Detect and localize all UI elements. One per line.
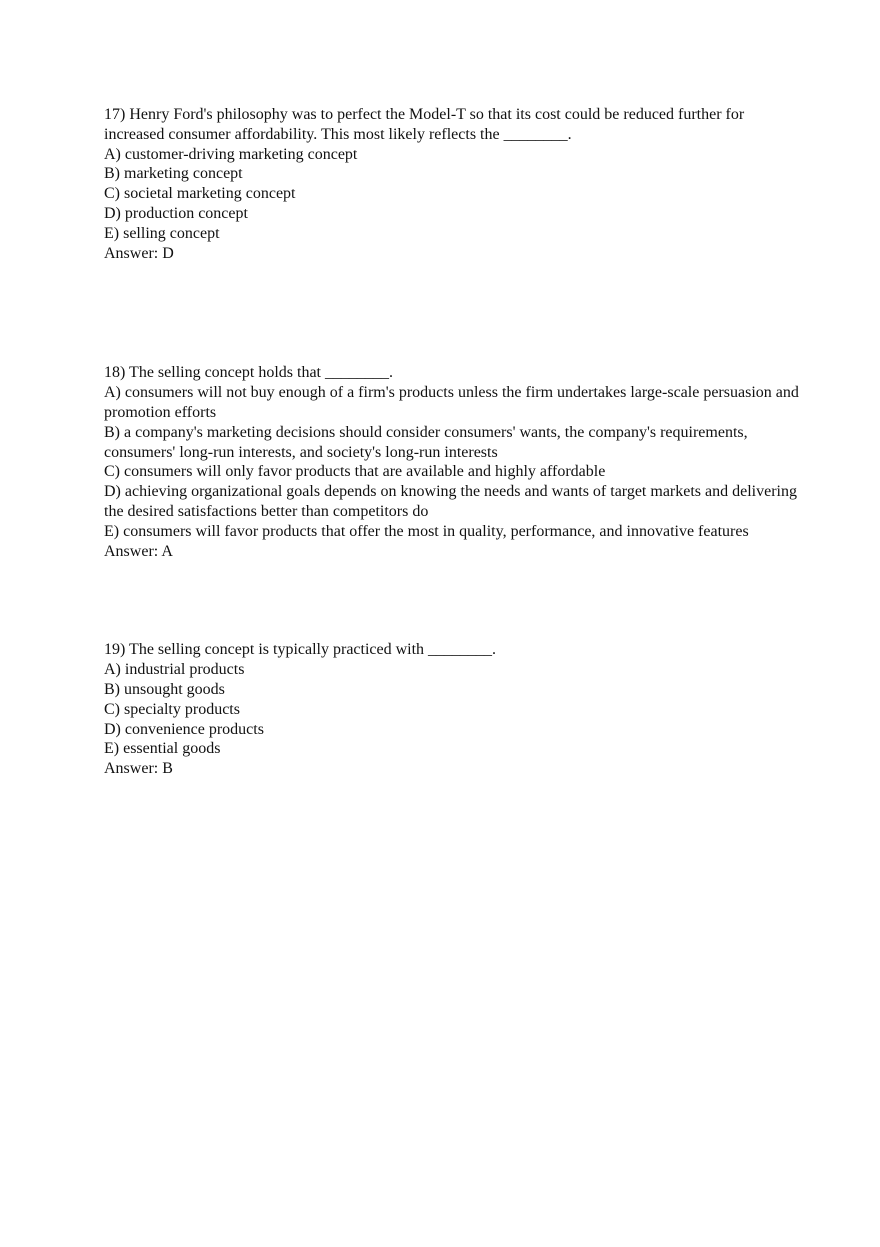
- answer-key: Answer: B: [104, 760, 173, 778]
- option-b: B) a company's marketing decisions should consider consumers' wants, the company's requirements, consumers' long-run interests, and society's long-run interests: [104, 423, 748, 461]
- option-e: E) essential goods: [104, 740, 221, 758]
- option-a: A) consumers will not buy enough of a firm's products unless the firm undertakes large-scale persuasion and promotion efforts: [104, 384, 799, 421]
- question-18: [104, 363, 804, 561]
- option-d: D) achieving organizational goals depends on knowing the needs and wants of target markets and delivering the desired satisfactions better than competitors do: [104, 483, 797, 520]
- question-19: [104, 640, 804, 779]
- question-17: [104, 105, 804, 263]
- question-stem: 17) Henry Ford's philosophy was to perfect the Model-T so that its cost could be reduced further for increased consumer affordability. This most likely reflects the ________.: [104, 106, 745, 143]
- answer-key: Answer: A: [104, 542, 173, 560]
- option-b: B) unsought goods: [104, 680, 225, 698]
- question-stem: 18) The selling concept holds that ________.: [104, 364, 393, 382]
- option-c: C) societal marketing concept: [104, 185, 296, 203]
- option-b: B) marketing concept: [104, 165, 243, 183]
- option-a: A) industrial products: [104, 661, 245, 679]
- option-c: C) specialty products: [104, 700, 240, 718]
- option-e: E) consumers will favor products that offer the most in quality, performance, and innovative features: [104, 522, 749, 540]
- option-a: A) customer-driving marketing concept: [104, 145, 358, 163]
- option-d: D) convenience products: [104, 720, 264, 738]
- option-c: C) consumers will only favor products that are available and highly affordable: [104, 463, 606, 481]
- question-list: [104, 105, 804, 779]
- option-e: E) selling concept: [104, 224, 220, 242]
- option-d: D) production concept: [104, 204, 248, 222]
- answer-key: Answer: D: [104, 244, 174, 262]
- question-stem: 19) The selling concept is typically practiced with ________.: [104, 641, 497, 659]
